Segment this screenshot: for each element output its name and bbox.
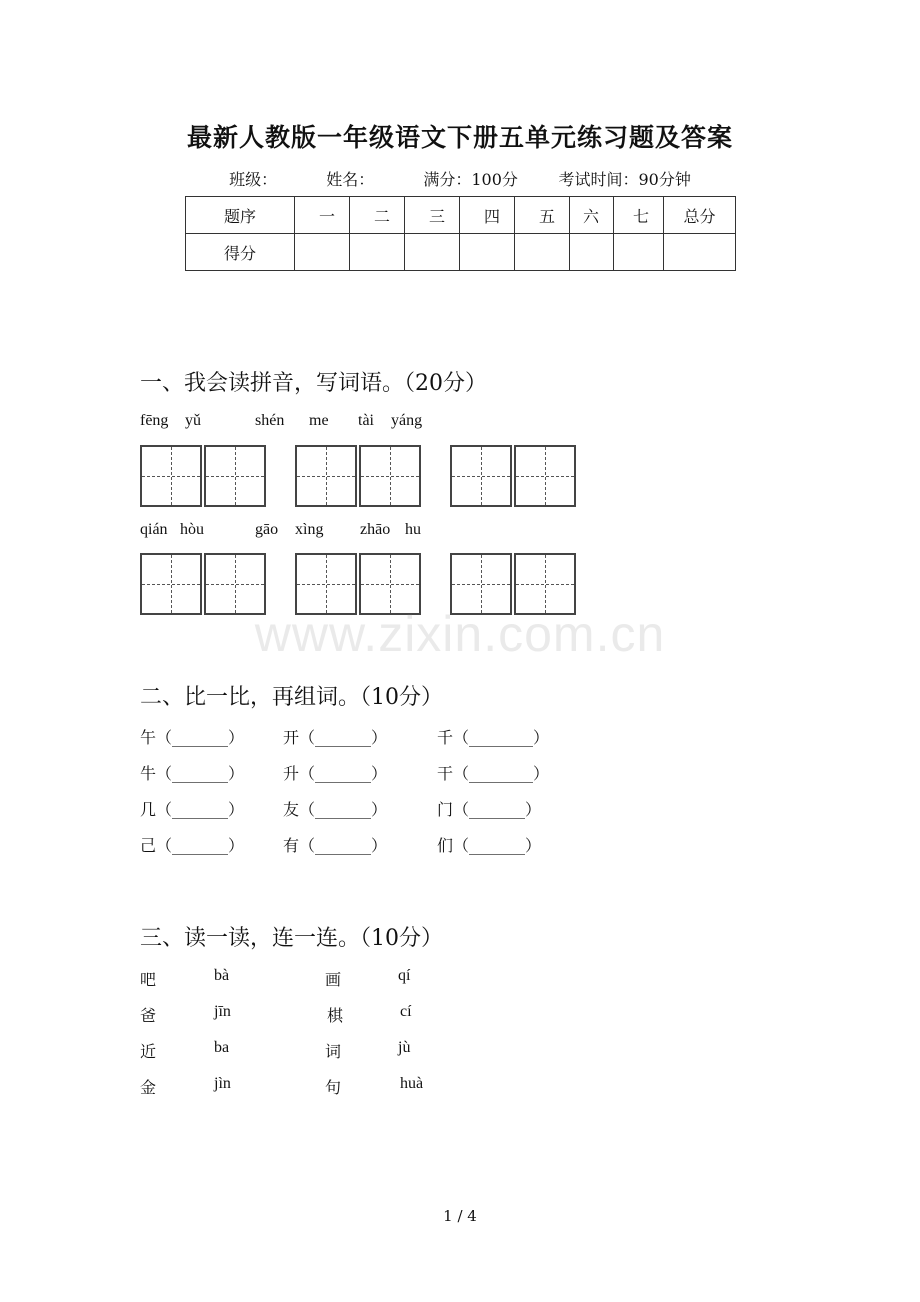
writing-grid[interactable] [450,445,512,507]
writing-grid[interactable] [140,445,202,507]
match-char[interactable]: 爸 [140,1006,157,1025]
compare-item: 们（_______） [437,836,542,855]
compare-item: 升（_______） [283,764,388,783]
compare-item: 己（_______） [140,836,245,855]
match-pinyin[interactable]: huà [400,1075,424,1092]
score-head-cell: 一 [295,197,350,234]
compare-item: 千（________） [437,728,550,747]
score-cell[interactable] [460,234,515,271]
section1-heading: 一、我会读拼音，写词语。（20分） [140,371,487,396]
match-pinyin[interactable]: bà [214,967,230,984]
writing-grid[interactable] [359,445,421,507]
exam-time-label: 考试时间：90分钟 [558,170,691,189]
compare-item: 午（_______） [140,728,245,747]
score-head-cell: 二 [350,197,405,234]
section3-heading: 三、读一读，连一连。（10分） [140,926,443,951]
score-table-header-row [186,197,736,234]
pinyin: fēng [140,412,169,429]
match-char[interactable]: 棋 [327,1006,344,1025]
match-char[interactable]: 金 [140,1078,157,1097]
score-head-cell: 五 [515,197,570,234]
pinyin: hu [405,521,421,538]
section2-heading: 二、比一比，再组词。（10分） [140,685,443,710]
match-pinyin[interactable]: ba [214,1039,230,1056]
score-cell[interactable] [570,234,614,271]
match-pinyin[interactable]: jù [398,1039,411,1056]
compare-item: 有（_______） [283,836,388,855]
pinyin: qián [140,521,168,538]
match-char[interactable]: 词 [325,1042,342,1061]
score-cell[interactable] [295,234,350,271]
score-cell[interactable] [515,234,570,271]
pinyin: gāo [255,521,279,538]
pinyin: yǔ [185,412,201,429]
score-cell[interactable] [350,234,405,271]
score-head-cell: 三 [405,197,460,234]
writing-grid[interactable] [204,445,266,507]
compare-item: 友（_______） [283,800,388,819]
pinyin: hòu [180,521,204,538]
compare-item: 几（_______） [140,800,245,819]
writing-grid[interactable] [514,445,576,507]
score-head-cell: 四 [460,197,515,234]
match-pinyin[interactable]: jìn [214,1075,231,1092]
page-number: 1 / 4 [443,1207,477,1225]
score-head-cell: 七 [614,197,664,234]
exam-info [0,167,920,190]
score-table [185,196,736,271]
full-score-label: 满分：100分 [423,170,518,189]
score-head-cell: 六 [570,197,614,234]
match-char[interactable]: 吧 [140,970,157,989]
compare-item: 干（________） [437,764,550,783]
match-char[interactable]: 近 [140,1042,157,1061]
score-cell[interactable] [405,234,460,271]
pinyin: zhāo [360,521,391,538]
match-pinyin[interactable]: qí [398,967,411,984]
match-char[interactable]: 画 [325,970,342,989]
watermark: www.zixin.com.cn [254,606,666,662]
compare-item: 门（_______） [437,800,542,819]
page-title: 最新人教版一年级语文下册五单元练习题及答案 [186,123,733,152]
score-cell[interactable] [664,234,736,271]
score-cell[interactable] [614,234,664,271]
compare-item: 开（_______） [283,728,388,747]
pinyin: xìng [295,521,324,538]
score-row-label: 得分 [186,234,295,271]
score-head-cell: 题序 [186,197,295,234]
pinyin: shén [255,412,285,429]
pinyin: yáng [391,412,423,429]
compare-item: 牛（_______） [140,764,245,783]
match-pinyin[interactable]: cí [400,1003,412,1020]
match-char[interactable]: 句 [325,1078,342,1097]
name-label: 姓名： [326,170,375,189]
writing-grid[interactable] [295,445,357,507]
pinyin: tài [358,412,374,429]
score-head-cell: 总分 [664,197,736,234]
score-table-score-row [186,234,736,271]
class-label: 班级： [229,170,278,189]
match-pinyin[interactable]: jīn [214,1003,231,1020]
pinyin: me [309,412,329,429]
